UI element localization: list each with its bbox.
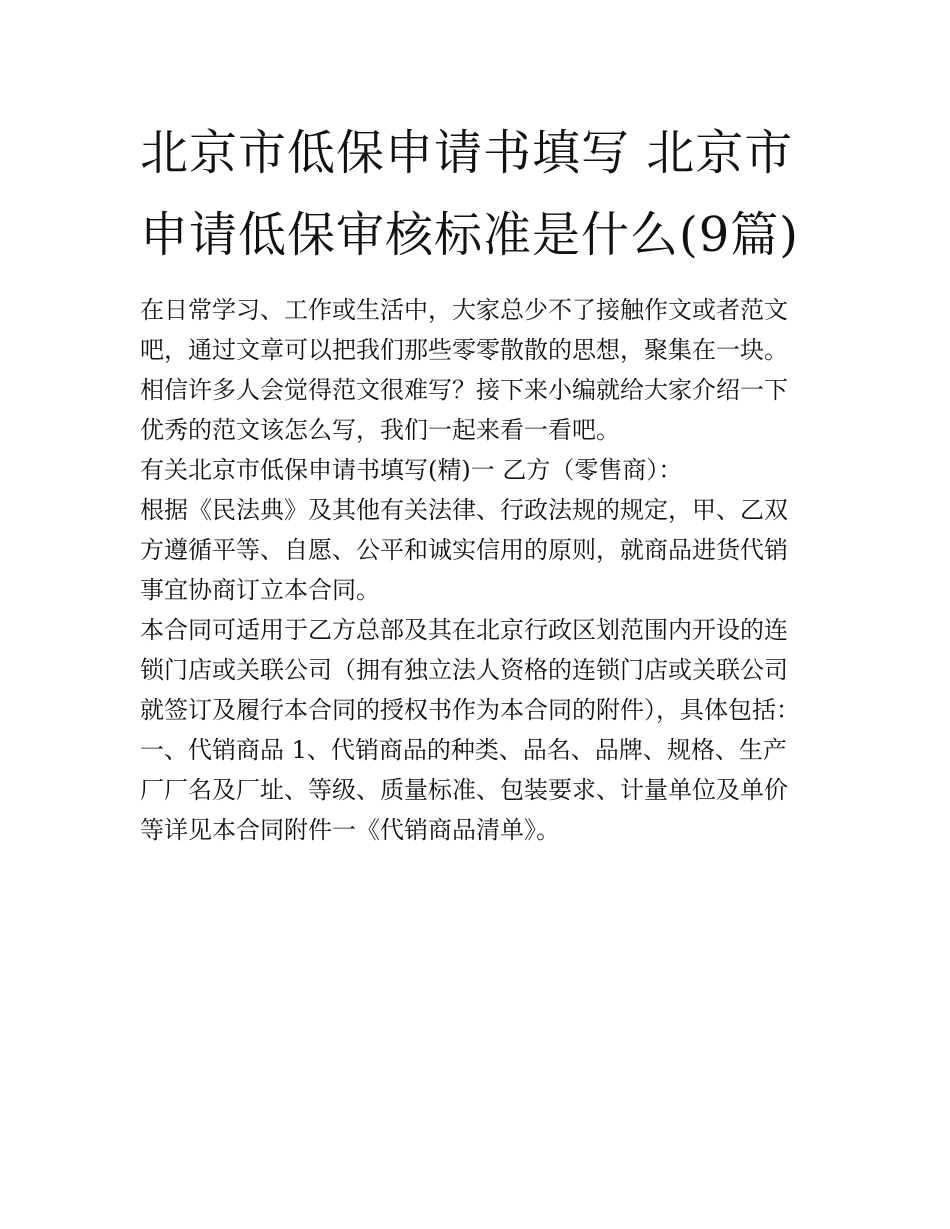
legal-basis-paragraph: 根据《民法典》及其他有关法律、行政法规的规定，甲、乙双方遵循平等、自愿、公平和诚实信用的原则，就商品进货代销事宜协商订立本合同。 (140, 496, 788, 604)
document-page (140, 112, 810, 850)
intro-paragraph: 在日常学习、工作或生活中，大家总少不了接触作文或者范文吧，通过文章可以把我们那些零零散散的思想，聚集在一块。相信许多人会觉得范文很难写？接下来小编就给大家介绍一下优秀的范文该怎么写，我们一起来看一看吧。 (140, 296, 788, 444)
consignment-goods-paragraph: 一、代销商品 1、代销商品的种类、品名、品牌、规格、生产厂厂名及厂址、等级、质量标准、包装要求、计量单位及单价等详见本合同附件一《代销商品清单》。 (140, 736, 788, 844)
scope-paragraph: 本合同可适用于乙方总部及其在北京行政区划范围内开设的连锁门店或关联公司（拥有独立法人资格的连锁门店或关联公司就签订及履行本合同的授权书作为本合同的附件），具体包括： (140, 616, 800, 724)
document-title: 北京市低保申请书填写 北京市申请低保审核标准是什么(9篇) (140, 125, 799, 263)
section-heading-paragraph: 有关北京市低保申请书填写(精)一 乙方（零售商）： (140, 456, 683, 484)
